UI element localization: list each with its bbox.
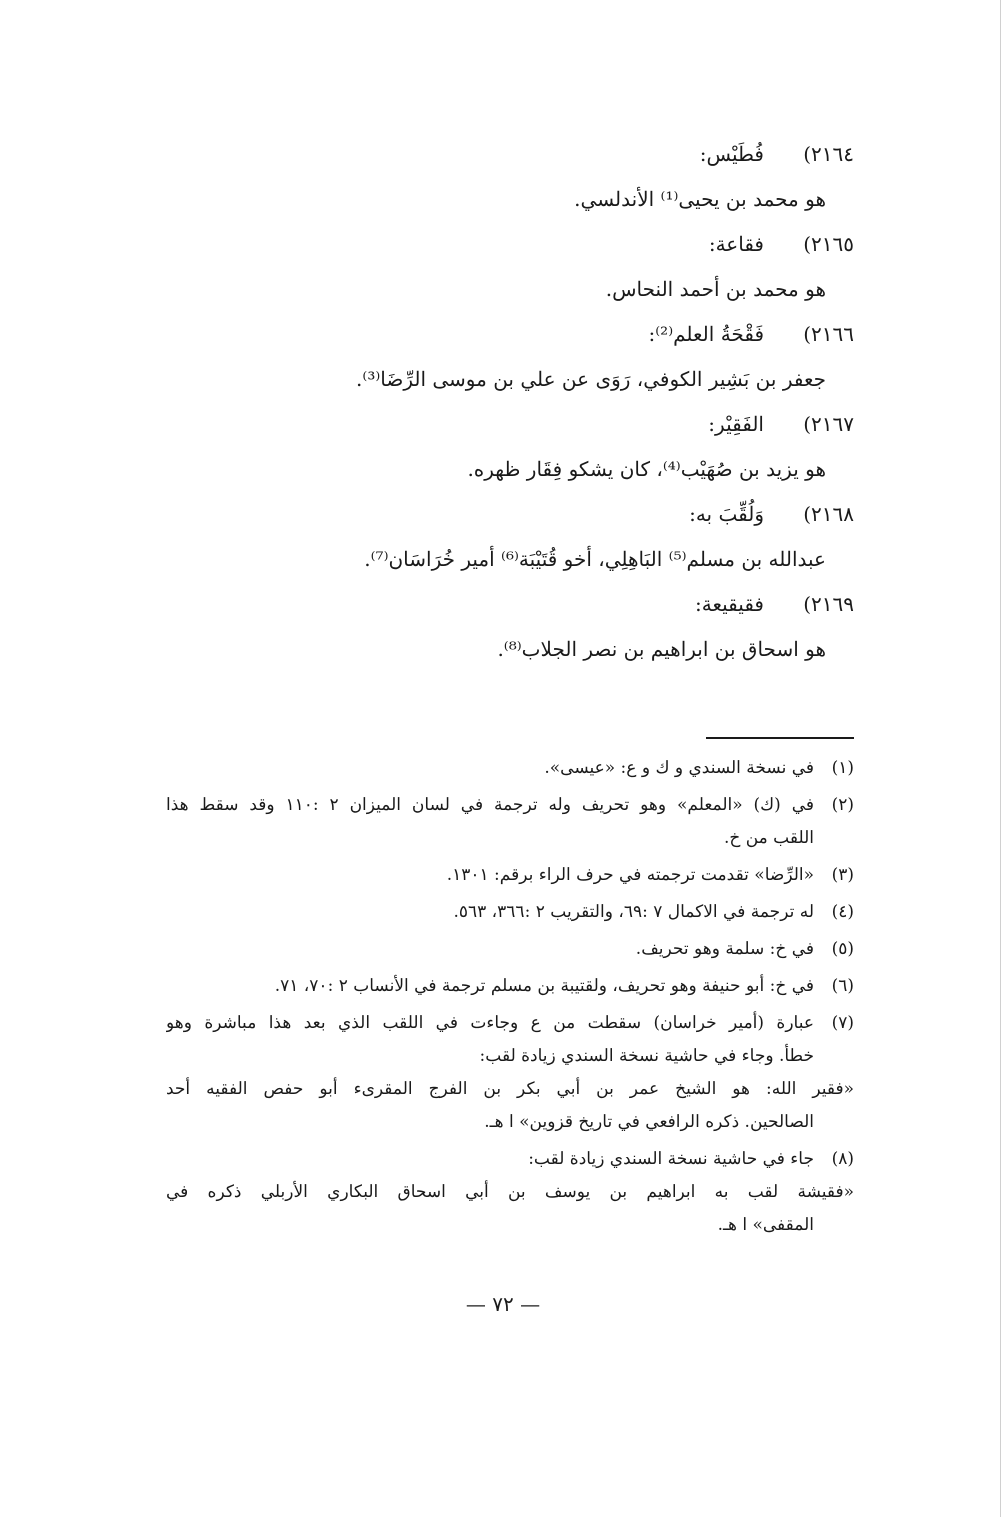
footnote-number: (١) <box>831 758 854 778</box>
entry-text: عبدالله بن مسلم⁽⁵⁾ البَاهِلِي، أخو قُتَيْبَة⁽⁶⁾ أمير خُرَاسَان⁽⁷⁾. <box>364 546 826 571</box>
entry-number: ٢١٦٨) <box>803 501 854 526</box>
entry-title: فَقْحَةُ العلم⁽²⁾: <box>648 321 764 346</box>
footnote-line: «الرِّضا» تقدمت ترجمته في حرف الراء برقم: ١٣٠١. <box>446 865 814 885</box>
entry <box>134 130 854 220</box>
footnote-quote-line: المقفى» ا هـ. <box>717 1215 814 1235</box>
footnote-number: (٥) <box>831 939 854 959</box>
footnote <box>166 752 854 785</box>
entry-title: فُطَيْس: <box>699 141 764 166</box>
entry <box>134 490 854 580</box>
entry-title: فقيقيعة: <box>695 591 764 616</box>
footnote-line: اللقب من خ. <box>723 828 814 848</box>
footnote <box>166 970 854 1003</box>
entry-title: فقاعة: <box>708 231 764 256</box>
footnote-number: (٤) <box>831 902 854 922</box>
entry-text: هو محمد بن أحمد النحاس. <box>605 276 826 301</box>
entry-title: الفَقِيْر: <box>708 411 764 436</box>
entry-text: هو محمد بن يحيى⁽¹⁾ الأندلسي. <box>574 186 826 211</box>
entry <box>134 220 854 310</box>
footnote-line: في خ: أبو حنيفة وهو تحريف، ولقتيبة بن مسلم ترجمة في الأنساب ٢ :٧٠، ٧١. <box>274 976 814 996</box>
entry-heading <box>134 490 854 538</box>
footnote-number: (٣) <box>831 865 854 885</box>
footnote-line: له ترجمة في الاكمال ٧ :٦٩، والتقريب ٢ :٣٦٦، ٥٦٣. <box>453 902 814 922</box>
footnote-quote-line: «فقير الله: هو الشيخ عمر بن أبي بكر بن الفرج المقرىء أبو حفص الفقيه أحد <box>166 1079 854 1099</box>
footnote-quote-line: الصالحين. ذكره الرافعي في تاريخ قزوين» ا هـ. <box>484 1112 814 1132</box>
entry <box>134 400 854 490</box>
footnote <box>166 1007 854 1139</box>
entry-number: ٢١٦٥) <box>803 231 854 256</box>
footnote-number: (٦) <box>831 976 854 996</box>
entry-number: ٢١٦٧) <box>803 411 854 436</box>
footnote-line: خطأ. وجاء في حاشية نسخة السندي زيادة لقب: <box>479 1046 814 1066</box>
footnote-number: (٢) <box>831 795 854 815</box>
entry-heading <box>134 130 854 178</box>
entry-number: ٢١٦٤) <box>803 141 854 166</box>
footnote-line: عبارة (أمير خراسان) سقطت من ع وجاءت في اللقب الذي بعد هذا مباشرة وهو <box>166 1013 814 1033</box>
page-edge-line <box>1000 0 1001 1517</box>
entry-number: ٢١٦٦) <box>803 321 854 346</box>
footnote-line: في نسخة السندي و ك و ع: «عيسى». <box>544 758 814 778</box>
footnote-line: في خ: سلمة وهو تحريف. <box>635 939 814 959</box>
footnote-separator <box>706 737 854 739</box>
entry-heading <box>134 580 854 628</box>
entry-text: هو اسحاق بن ابراهيم بن نصر الجلاب⁽⁸⁾. <box>497 636 826 661</box>
footnote <box>166 933 854 966</box>
entry-title: وَلُقِّبَ به: <box>689 501 764 526</box>
entry <box>134 580 854 670</box>
entry-number: ٢١٦٩) <box>803 591 854 616</box>
footnote-line: في (ك) «المعلم» وهو تحريف وله ترجمة في لسان الميزان ٢ :١١٠ وقد سقط هذا <box>166 795 814 815</box>
entry-text: جعفر بن بَشِير الكوفي، رَوَى عن علي بن موسى الرِّضَا⁽³⁾. <box>356 366 826 391</box>
footnote <box>166 896 854 929</box>
footnote-quote-line: «فقيشة لقب به ابراهيم بن يوسف بن أبي اسحاق البكاري الأربلي ذكره في <box>166 1182 854 1202</box>
entry-heading <box>134 310 854 358</box>
footnote <box>166 859 854 892</box>
footnote-number: (٨) <box>831 1149 854 1169</box>
footnote <box>166 1143 854 1242</box>
footnote <box>166 789 854 855</box>
footnotes-section <box>166 752 854 1246</box>
entry-heading <box>134 220 854 268</box>
footnote-line: جاء في حاشية نسخة السندي زيادة لقب: <box>528 1149 814 1169</box>
entry-heading <box>134 400 854 448</box>
footnote-number: (٧) <box>831 1013 854 1033</box>
entry-text: هو يزيد بن صُهَيْب⁽⁴⁾، كان يشكو فِقَار ظهره. <box>467 456 826 481</box>
page-number: — ٧٢ — <box>465 1292 541 1316</box>
entry <box>134 310 854 400</box>
entries-section <box>134 130 854 670</box>
